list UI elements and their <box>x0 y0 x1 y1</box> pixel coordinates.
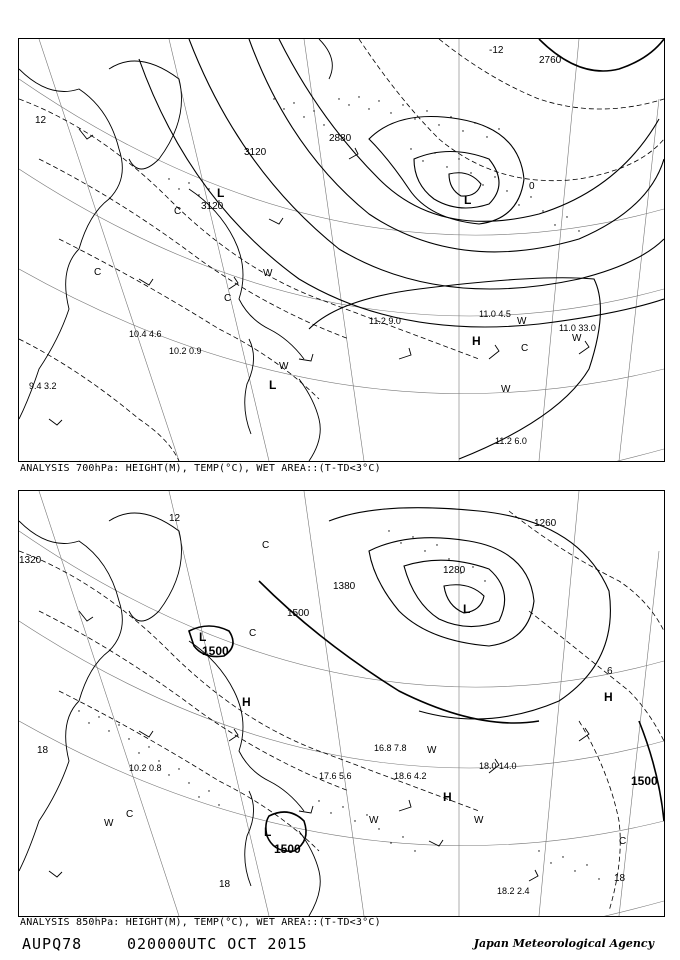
map-850-svg <box>19 491 664 916</box>
warm-mark: W <box>279 361 289 372</box>
warm-mark: W <box>501 384 511 395</box>
contour-label: 18 <box>614 873 626 884</box>
wind-barbs-850 <box>49 611 589 881</box>
high-pressure-label: H <box>472 334 481 348</box>
station-value: 11.2 9.0 <box>369 316 401 326</box>
agency-name: Japan Meteorological Agency <box>473 937 654 950</box>
contour-label: 1380 <box>333 581 356 592</box>
station-value: 11.0 33.0 <box>559 323 596 333</box>
contour-label: 2880 <box>329 133 352 144</box>
station-value: 9.4 3.2 <box>29 381 57 391</box>
station-value: 18.6 4.2 <box>394 771 427 781</box>
cold-mark: C <box>521 343 529 354</box>
cold-mark: C <box>224 293 232 304</box>
station-value: 18.0 14.0 <box>479 761 517 771</box>
caption-700hpa: ANALYSIS 700hPa: HEIGHT(M), TEMP(°C), WET AREA::(T-TD<3°C) <box>20 463 381 474</box>
station-value: 11.2 6.0 <box>495 436 527 446</box>
height-contours-700 <box>139 39 664 459</box>
station-value: 18.2 2.4 <box>497 886 530 896</box>
station-value: 16.8 7.8 <box>374 743 407 753</box>
station-value: 10.2 0.9 <box>169 346 202 356</box>
cold-mark: C <box>94 267 102 278</box>
low-pressure-label: L <box>199 630 207 644</box>
high-pressure-label: H <box>242 695 251 709</box>
contour-label: 12 <box>169 513 181 524</box>
cold-mark: C <box>126 809 134 820</box>
contour-label: 2760 <box>539 55 562 66</box>
contour-label: 12 <box>35 115 47 126</box>
contour-label: 3120 <box>201 201 224 212</box>
warm-mark: W <box>517 316 527 327</box>
coastline-700 <box>19 39 332 461</box>
warm-mark: W <box>369 815 379 826</box>
contour-label: 1500 <box>274 842 301 856</box>
cold-mark: C <box>249 628 257 639</box>
warm-mark: W <box>427 745 437 756</box>
isotherms-850 <box>19 511 664 911</box>
contour-label: 1260 <box>534 518 557 529</box>
station-value: 10.2 0.8 <box>129 763 162 773</box>
low-pressure-label: L <box>464 193 472 207</box>
low-pressure-label: L <box>217 186 225 200</box>
low-pressure-label: L <box>269 378 277 392</box>
warm-mark: W <box>263 268 273 279</box>
contour-label: 1320 <box>19 555 42 566</box>
warm-mark: W <box>104 818 114 829</box>
contour-label: 18 <box>219 879 231 890</box>
contour-label: 0 <box>529 181 535 192</box>
contour-label: -12 <box>489 45 504 56</box>
map-700-svg <box>19 39 664 461</box>
contour-label: 1500 <box>287 608 310 619</box>
station-value: 10.4 4.6 <box>129 329 162 339</box>
analysis-time: 020000UTC OCT 2015 <box>127 935 308 953</box>
analysis-700hpa-map <box>18 38 665 462</box>
contour-label: 18 <box>37 745 49 756</box>
contour-label: 3120 <box>244 147 267 158</box>
low-pressure-label: L <box>463 602 471 616</box>
graticule-850 <box>19 491 664 916</box>
cold-mark: C <box>174 206 182 217</box>
high-pressure-label: H <box>604 690 613 704</box>
wet-area-700 <box>168 96 579 231</box>
warm-mark: W <box>572 333 582 344</box>
low-pressure-label: L <box>264 825 272 839</box>
cold-mark: C <box>619 836 627 847</box>
warm-mark: W <box>474 815 484 826</box>
high-pressure-label: H <box>443 790 452 804</box>
contour-label: 1280 <box>443 565 466 576</box>
contour-label: 1500 <box>631 774 658 788</box>
station-value: 17.6 5.6 <box>319 771 352 781</box>
analysis-850hpa-map <box>18 490 665 917</box>
cold-mark: C <box>262 540 270 551</box>
contour-label: 1500 <box>202 644 229 658</box>
caption-850hpa: ANALYSIS 850hPa: HEIGHT(M), TEMP(°C), WET AREA::(T-TD<3°C) <box>20 917 381 928</box>
station-value: 11.0 4.5 <box>479 309 511 319</box>
chart-code: AUPQ78 <box>22 935 83 953</box>
contour-label: 6 <box>607 666 613 677</box>
height-contours-850 <box>189 508 664 852</box>
